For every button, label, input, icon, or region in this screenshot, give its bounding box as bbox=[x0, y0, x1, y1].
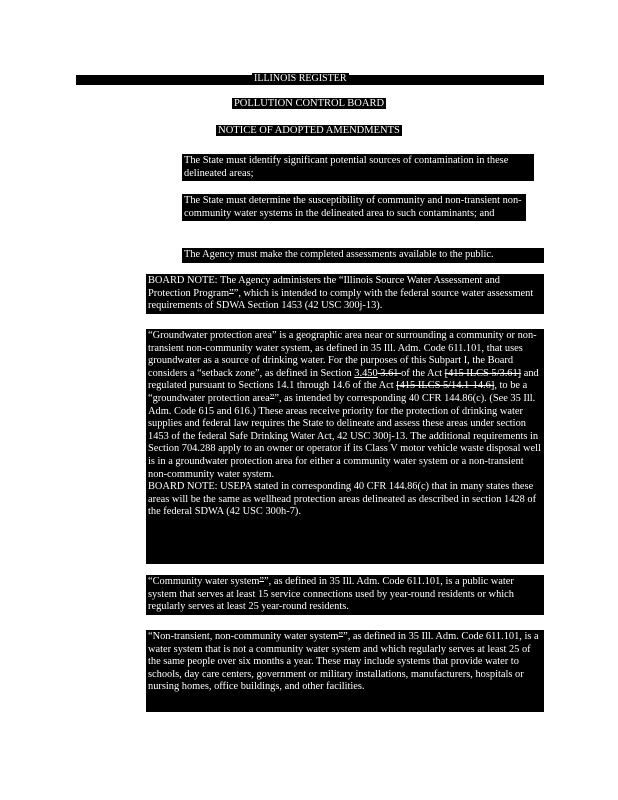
cws-text-b: ”, as defined in 35 Ill. Adm. Code 611.101, is a public water system that serves at least 15 service connections used by year-round residents or which regularly serves at least 25 year-round residents. bbox=[148, 576, 514, 613]
definition-community-water-system bbox=[146, 575, 544, 615]
gpa-text-4: , to be a “groundwater protection area bbox=[148, 380, 528, 404]
board-title bbox=[0, 98, 618, 110]
cws-text-a: “Community water system bbox=[148, 576, 260, 587]
gpa-text-5: ”, as intended by corresponding 40 CFR 144.86(c). (See 35 Ill. Adm. Code 615 and 616.) These areas receive priority for the protection of drinking water supplies and federal law requires the State to delineate and assess these areas under section 1453 of the federal Safe Drinking Water Act, 42 USC 300j-13. The additional requirements in Section 704.288 apply to an owner or operator if its Class V motor vehicle waste disposal well is in a groundwater protection area for either a community water system or a non-transient non-community water system. bbox=[148, 392, 541, 480]
gpa-struck-quote: ” bbox=[269, 392, 275, 404]
gpa-text-3: and regulated pursuant to Sections 14.1 through 14.6 of the Act bbox=[148, 367, 539, 392]
definition-groundwater-protection-area bbox=[146, 329, 544, 564]
board-note-swap-text-b: ”, which is intended to comply with the federal source water assessment requirements of SDWA Section 1453 (42 USC 300j-13). bbox=[148, 287, 534, 312]
board-title-text: POLLUTION CONTROL BOARD bbox=[233, 98, 385, 109]
gpa-body bbox=[148, 330, 542, 481]
cws-struck: ” bbox=[259, 576, 265, 587]
ntncws-struck: ” bbox=[338, 631, 344, 642]
definition-non-transient-water-system bbox=[146, 630, 544, 712]
gpa-struck-cite-2: [415 ILCS 5/14.1-14.6] bbox=[396, 380, 495, 392]
item-determine-susceptibility: The State must determine the susceptibility of community and non-transient non-community water systems in the delineated area to such contaminants; and bbox=[182, 194, 526, 221]
board-note-swap-text-a: BOARD NOTE: The Agency administers the “Illinois Source Water Assessment and Protection Program bbox=[148, 275, 501, 299]
gpa-board-note: BOARD NOTE: USEPA stated in corresponding 40 CFR 144.86(c) that in many states these areas will be the same as wellhead protection areas delineated as described in section 1428 of the federal SDWA (42 USC 300h-7). bbox=[148, 481, 537, 518]
ntncws-text-b: ”, as defined in 35 Ill. Adm. Code 611.101, is a water system that is not a community water system and which regularly serves at least 25 of the same people over six months a year. These may include systems that provide water to schools, day care centers, government or military installations, manufacturers, hospitals or nursing homes, office buildings, and other facilities. bbox=[148, 631, 539, 693]
register-title: ILLINOIS REGISTER bbox=[254, 73, 347, 84]
notice-title-text: NOTICE OF ADOPTED AMENDMENTS bbox=[218, 125, 400, 136]
ntncws-text-a: “Non-transient, non-community water system bbox=[148, 631, 339, 642]
gpa-struck-cite-1: [415 ILCS 5/3.61] bbox=[444, 367, 522, 379]
item-agency-public: The Agency must make the completed assessments available to the public. bbox=[182, 248, 544, 263]
notice-title bbox=[0, 125, 618, 137]
gpa-struck-section: 3.61 bbox=[377, 367, 402, 379]
gpa-text-1: “Groundwater protection area” is a geographic area near or surrounding a community or non-transient non-community water system, as defined in 35 Ill. Adm. Code 611.101, that uses groundwater as a source of drinking water. For the purposes of this Subpart I, the Board considers a “setback zone”, as defined in Section bbox=[148, 330, 537, 379]
gpa-text-2: of the Act bbox=[401, 367, 445, 379]
board-note-swap bbox=[146, 274, 544, 314]
gpa-insert-section: 3.450 bbox=[354, 367, 378, 379]
item-identify-sources: The State must identify significant potential sources of contamination in these delineated areas; bbox=[182, 154, 534, 181]
board-note-swap-struck: ” bbox=[229, 287, 234, 299]
